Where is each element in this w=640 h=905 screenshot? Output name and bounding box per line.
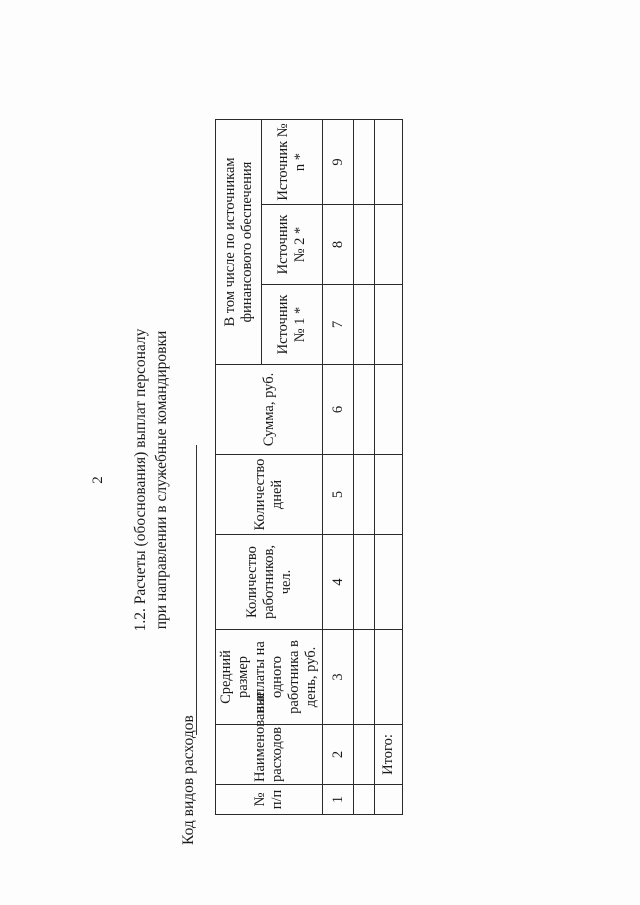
table-cell [354, 119, 375, 204]
column-number: 8 [323, 205, 354, 285]
table-cell [354, 205, 375, 285]
table-cell [354, 365, 375, 455]
header-source-1: Источник № 1 * [262, 285, 323, 365]
column-number-row [323, 119, 354, 814]
column-number: 5 [323, 455, 354, 535]
header-sum: Сумма, руб. [216, 365, 323, 455]
table-cell [375, 119, 403, 204]
table-cell [375, 205, 403, 285]
header-employee-count: Количество работников, чел. [216, 535, 323, 630]
column-number: 6 [323, 365, 354, 455]
header-source-n: Источник № n * [262, 119, 323, 204]
table-cell [375, 285, 403, 365]
table-cell [354, 630, 375, 725]
table-cell [375, 455, 403, 535]
header-row-1 [216, 119, 262, 814]
table-cell [375, 785, 403, 815]
table-cell [354, 725, 375, 785]
column-number: 2 [323, 725, 354, 785]
column-number: 1 [323, 785, 354, 815]
table-cell [354, 285, 375, 365]
title-line-2: при направлении в служебные командировки [153, 330, 170, 630]
table-cell [375, 365, 403, 455]
expense-code-blank-line [196, 445, 197, 735]
empty-data-row [354, 119, 375, 814]
section-title [130, 100, 172, 860]
header-days-count: Количество дней [216, 455, 323, 535]
table-cell [354, 535, 375, 630]
header-expense-name: Наименование расходов [216, 725, 323, 785]
header-average-payment: Средний размер выплаты на одного работника в день, руб. [216, 630, 323, 725]
column-number: 7 [323, 285, 354, 365]
table-cell [375, 630, 403, 725]
column-number: 3 [323, 630, 354, 725]
header-funding-sources-group: В том числе по источникам финансового обеспечения [216, 119, 262, 364]
header-row-number: № п/п [216, 785, 323, 815]
table-cell [354, 785, 375, 815]
expense-code-label: Код видов расходов [180, 715, 197, 845]
expenses-table [215, 119, 403, 815]
page-number: 2 [90, 476, 106, 484]
column-number: 4 [323, 535, 354, 630]
total-label: Итого: [375, 725, 403, 785]
rotated-content [90, 100, 430, 860]
table-cell [354, 455, 375, 535]
column-number: 9 [323, 119, 354, 204]
total-row [375, 119, 403, 814]
table-cell [375, 535, 403, 630]
title-line-1: 1.2. Расчеты (обоснования) выплат персоналу [132, 328, 149, 632]
header-source-2: Источник № 2 * [262, 205, 323, 285]
